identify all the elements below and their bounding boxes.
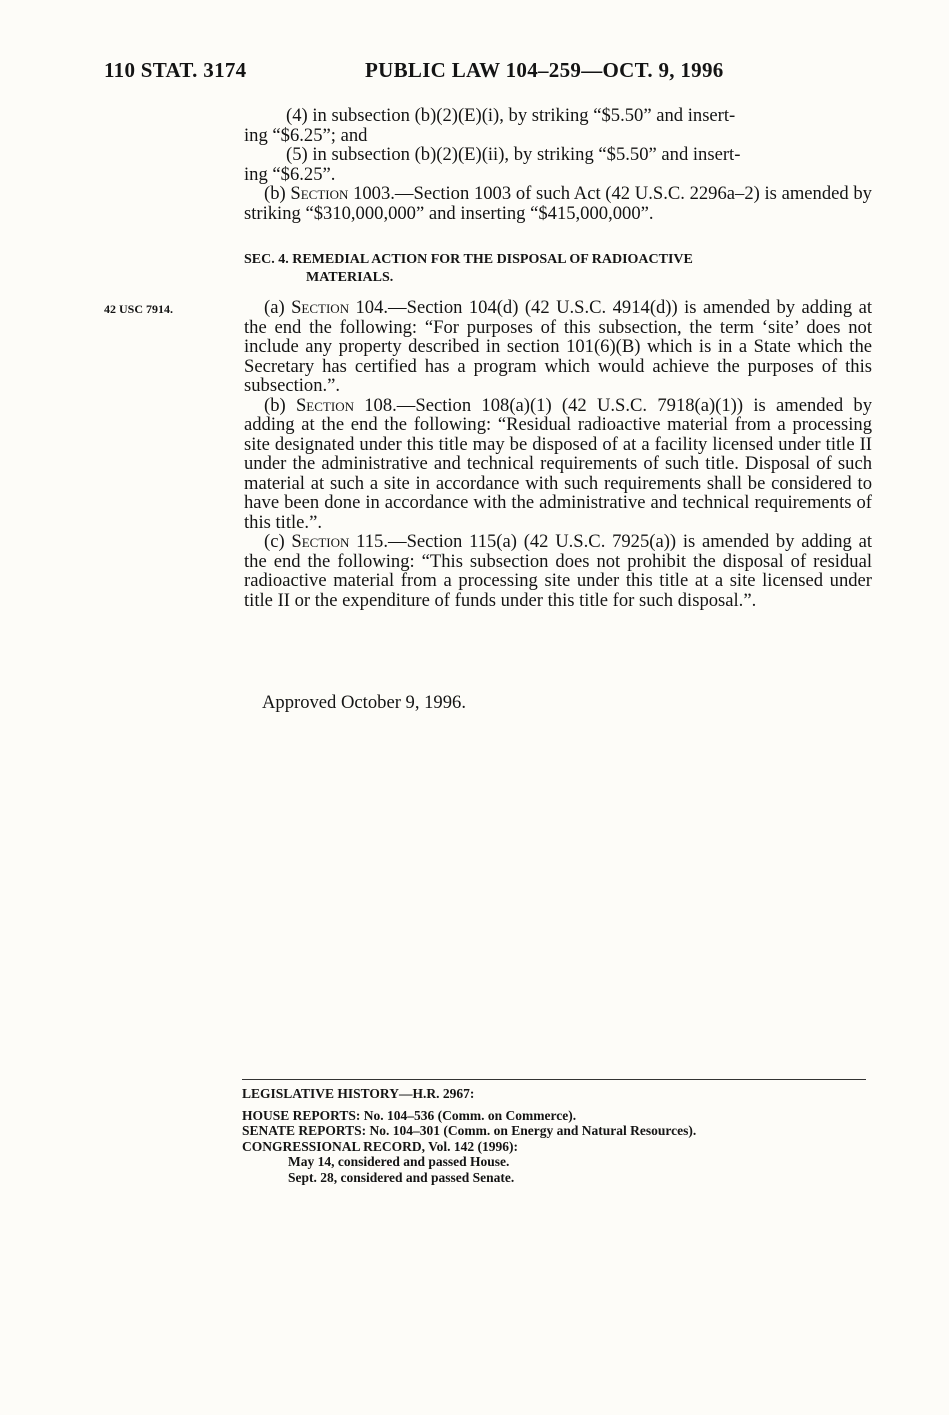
item-5-line2: ing “$6.25”. [244,163,336,185]
approval-date: Approved October 9, 1996. [262,692,466,713]
subsection-b-1003 [244,184,872,223]
continuation-block [244,106,872,223]
item-4-line1: (4) in subsection (b)(2)(E)(i), by striking “$5.50” and insert- [286,105,736,126]
history-event: Sept. 28, considered and passed Senate. [288,1169,515,1185]
history-event: May 14, considered and passed House. [288,1154,510,1169]
subsection-a-label: (a) [264,297,292,318]
section-4-heading [244,251,872,287]
item-5 [202,145,872,184]
legislative-history [242,1086,872,1185]
subsection-b [244,396,872,533]
house-reports: HOUSE REPORTS: No. 104–536 (Comm. on Commerce). [242,1107,577,1123]
section-4-body [244,298,872,610]
subsection-a [244,298,872,396]
margin-citation: 42 USC 7914. [104,302,174,316]
subsection-b-label: (b) [264,183,291,204]
subsection-c-label: (c) [264,531,292,552]
section-4-heading-line2: MATERIALS. [306,270,394,285]
running-header: PUBLIC LAW 104–259—OCT. 9, 1996 [365,58,724,82]
subsection-b-section-word: Section [290,183,349,204]
subsection-b4-text: 108.—Section 108(a)(1) (42 U.S.C. 7918(a)(1)) is amended by adding at the end the following: “Residual radioactive material from a processing site designated under this title may be disposed of at a facility licensed under title II under the administrative and technical requirements of such title. Disposal of such material at such a site in accordance with such requirements shall be considered to have been done in accordance with the administrative and technical requirements of this title.”. [244,394,872,533]
subsection-b4-section-word: Section [295,394,354,416]
item-4 [202,106,872,145]
subsection-b-text: 1003.—Section 1003 of such Act (42 U.S.C. 2296a–2) is amended by striking “$310,000,000” and inserting “$415,000,000”. [244,183,872,224]
item-4-line2: ing “$6.25”; and [244,124,368,146]
subsection-c-section-word: Section [291,531,350,552]
statute-page-number: 110 STAT. 3174 [104,58,247,82]
legislative-history-title: LEGISLATIVE HISTORY—H.R. 2967: [242,1086,475,1101]
subsection-b4-label: (b) [264,394,296,416]
subsection-c-text: 115.—Section 115(a) (42 U.S.C. 7925(a)) is amended by adding at the end the following: “This subsection does not prohibit the disposal of residual radioactive material from a processing site under this title at a site licensed under title II or the expenditure of funds under this title for such disposal.”. [244,531,872,611]
subsection-c [244,532,872,610]
congressional-record: CONGRESSIONAL RECORD, Vol. 142 (1996): [242,1138,519,1154]
section-4-heading-line1: SEC. 4. REMEDIAL ACTION FOR THE DISPOSAL OF RADIOACTIVE [244,252,693,267]
footer-divider [242,1079,866,1080]
subsection-a-section-word: Section [291,297,350,318]
senate-reports: SENATE REPORTS: No. 104–301 (Comm. on Energy and Natural Resources). [242,1123,697,1138]
item-5-line1: (5) in subsection (b)(2)(E)(ii), by striking “$5.50” and insert- [286,144,741,165]
subsection-a-text: 104.—Section 104(d) (42 U.S.C. 4914(d)) is amended by adding at the end the following: “For purposes of this subsection, the term ‘site’ does not include any property described in section 101(6)(B) which is in a State which the Secretary has certified has a program which would achieve the purposes of this subsection.”. [244,297,872,396]
